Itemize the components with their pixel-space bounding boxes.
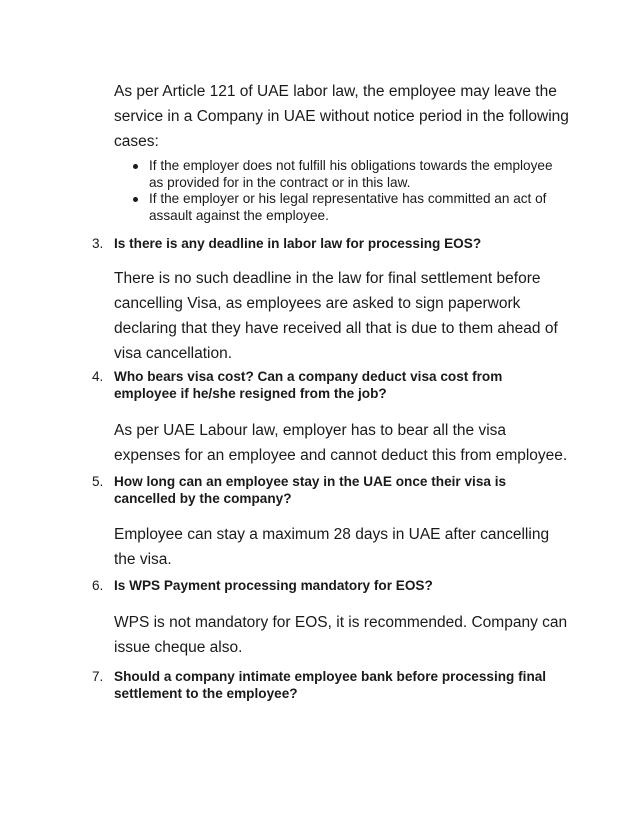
- answer-paragraph: WPS is not mandatory for EOS, it is recommended. Company can issue cheque also.: [114, 614, 568, 656]
- question-number: 4.: [92, 369, 104, 384]
- bullet-list: [130, 158, 570, 224]
- question-heading: [92, 369, 562, 402]
- answer-paragraph: As per UAE Labour law, employer has to bear all the visa expenses for an employee and cannot deduct this from employee.: [114, 422, 568, 464]
- question-number: 7.: [92, 669, 104, 684]
- bullet-text: If the employer does not fulfill his obligations towards the employee as provided for in the contract or in this law.: [149, 158, 553, 190]
- bullet-item: [130, 191, 570, 224]
- intro-paragraph: As per Article 121 of UAE labor law, the employee may leave the service in a Company in UAE without notice period in the following cases:: [114, 83, 569, 150]
- question-heading: [92, 236, 562, 253]
- question-number: 3.: [92, 236, 104, 251]
- answer-paragraph: Employee can stay a maximum 28 days in UAE after cancelling the visa.: [114, 526, 550, 568]
- question-text: Who bears visa cost? Can a company deduct visa cost from employee if he/she resigned from the job?: [114, 369, 503, 401]
- question-number: 6.: [92, 578, 104, 593]
- question-text: Is there is any deadline in labor law for processing EOS?: [114, 236, 482, 251]
- question-heading: [92, 474, 562, 507]
- bullet-item: [130, 158, 570, 191]
- question-text: Should a company intimate employee bank before processing final settlement to the employee?: [114, 669, 547, 701]
- question-heading: [92, 578, 562, 595]
- bullet-text: If the employer or his legal representative has committed an act of assault against the employee.: [149, 191, 547, 223]
- question-text: How long can an employee stay in the UAE once their visa is cancelled by the company?: [114, 474, 507, 506]
- question-number: 5.: [92, 474, 104, 489]
- answer-paragraph: There is no such deadline in the law for final settlement before cancelling Visa, as employees are asked to sign paperwork declaring that they have received all that is due to them ahead of visa cancellation.: [114, 270, 558, 362]
- question-text: Is WPS Payment processing mandatory for EOS?: [114, 578, 433, 593]
- question-heading: [92, 669, 562, 702]
